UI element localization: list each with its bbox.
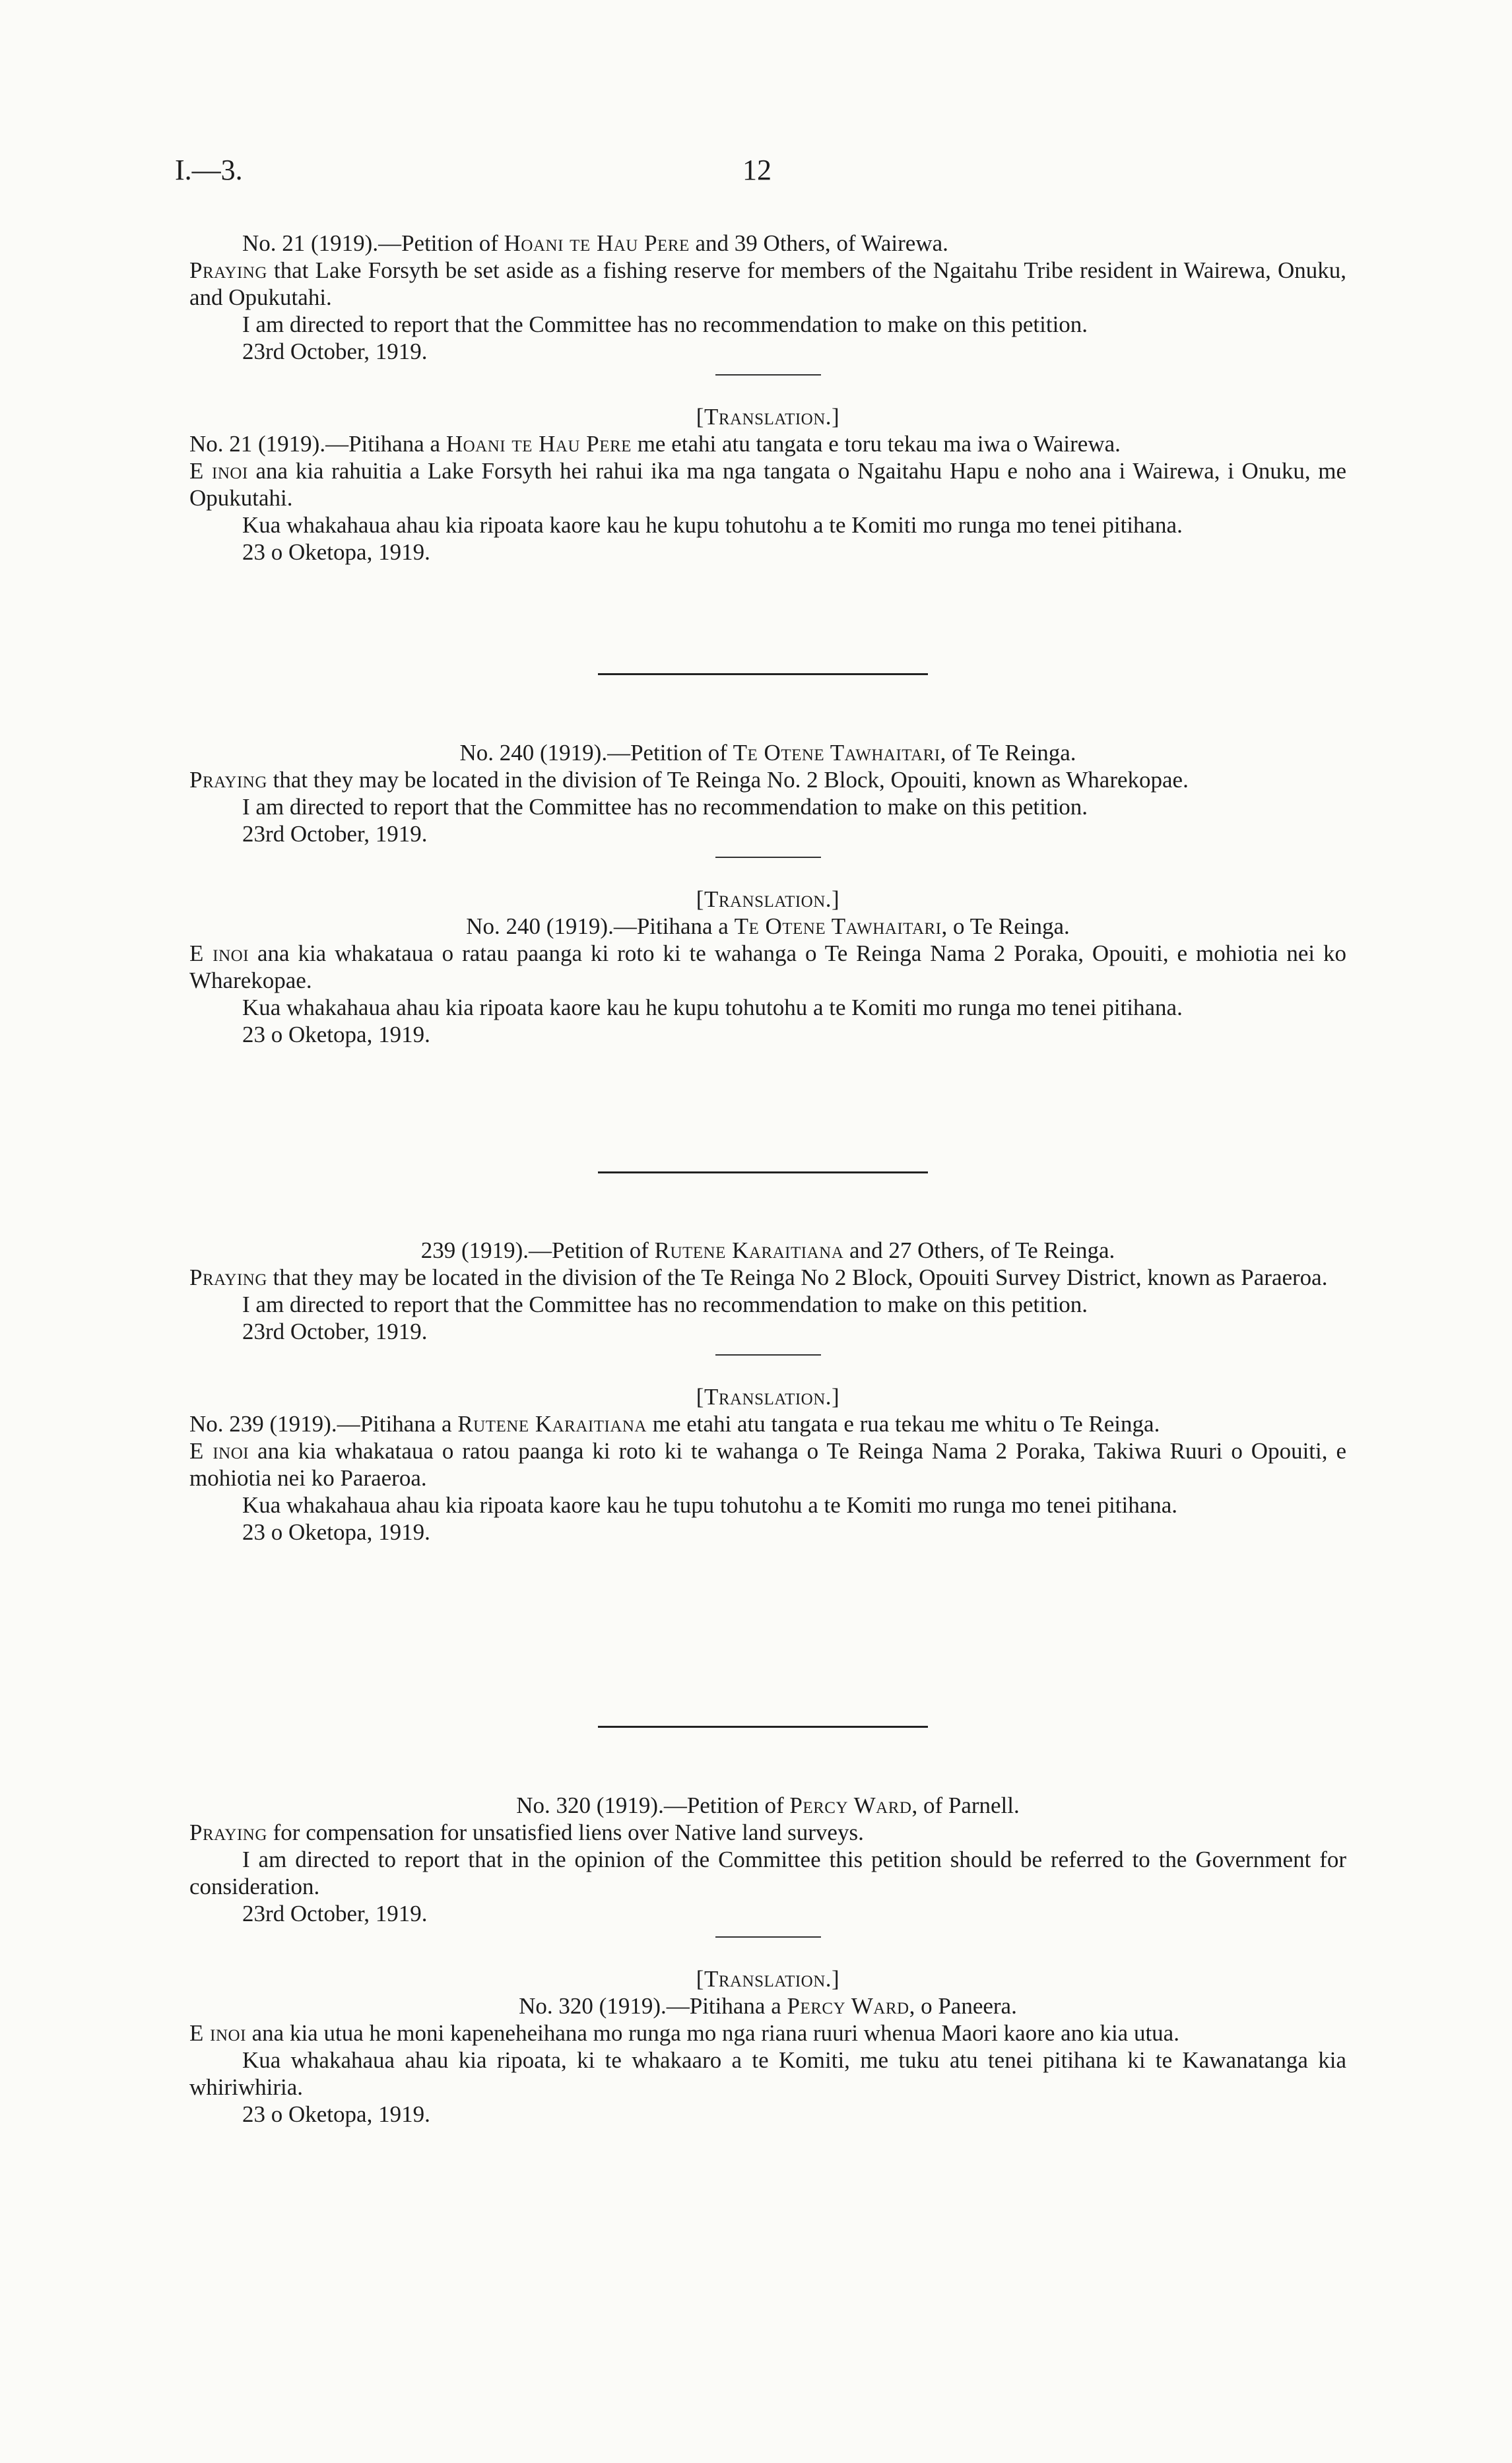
petitioner-name: Hoani te Hau Pere xyxy=(504,230,690,256)
committee-report: I am directed to report that the Committee has no recommendation to make on this petition. xyxy=(242,312,1088,337)
petition-prayer: Praying for compensation for unsatisfied liens over Native land surveys. xyxy=(189,1820,864,1845)
translation-label: [Translation.] xyxy=(696,1384,840,1410)
translation-prayer: E inoi ana kia whakataua o ratou paanga ki roto ki te wahanga o Te Reinga Nama 2 Poraka, Takiwa Ruuri o Opouiti, e mohiotia nei ko Paraeroa. xyxy=(189,1438,1346,1491)
report-date: 23rd October, 1919. xyxy=(242,339,428,364)
translation-report: Kua whakahaua ahau kia ripoata kaore kau he kupu tohutohu a te Komiti mo runga mo tenei pitihana. xyxy=(242,512,1183,538)
translation-report: Kua whakahaua ahau kia ripoata, ki te whakaaro a te Komiti, me tuku atu tenei pitihana ki te Kawanatanga kia whiriwhiria. xyxy=(189,2047,1346,2100)
paper-reference: I.—3. xyxy=(175,154,243,186)
petition-title: No. 240 (1919).—Petition of Te Otene Tawhaitari, of Te Reinga. xyxy=(459,740,1076,766)
section-divider xyxy=(715,374,821,376)
petition-separator-rule xyxy=(598,1726,928,1728)
petitioner-name: Te Otene Tawhaitari xyxy=(733,740,940,766)
translation-title: No. 21 (1919).—Pitihana a Hoani te Hau Pere me etahi atu tangata e toru tekau ma iwa o Wairewa. xyxy=(189,431,1121,457)
petition-title: 239 (1919).—Petition of Rutene Karaitiana and 27 Others, of Te Reinga. xyxy=(420,1237,1115,1263)
petition-21-english xyxy=(189,230,1346,566)
translation-prayer: E inoi ana kia rahuitia a Lake Forsyth hei rahui ika ma nga tangata o Ngaitahu Hapu e noho ana i Wairewa, i Onuku, me Opukutahi. xyxy=(189,458,1346,511)
committee-report: I am directed to report that the Committee has no recommendation to make on this petition. xyxy=(242,794,1088,820)
translation-label: [Translation.] xyxy=(696,886,840,912)
petition-separator-rule xyxy=(598,1171,928,1173)
translation-prayer: E inoi ana kia whakataua o ratau paanga ki roto ki te wahanga o Te Reinga Nama 2 Poraka, Opouiti, e mohiotia nei ko Wharekopae. xyxy=(189,940,1346,993)
section-divider xyxy=(715,857,821,858)
translation-label: [Translation.] xyxy=(696,404,840,430)
petition-239-english xyxy=(189,1237,1346,1546)
translation-title: No. 240 (1919).—Pitihana a Te Otene Tawhaitari, o Te Reinga. xyxy=(466,913,1070,939)
petitioner-name: Percy Ward xyxy=(789,1792,912,1818)
petition-prayer: Praying that they may be located in the division of Te Reinga No. 2 Block, Opouiti, known as Wharekopae. xyxy=(189,767,1189,793)
petition-title: No. 320 (1919).—Petition of Percy Ward, of Parnell. xyxy=(516,1792,1020,1818)
translation-date: 23 o Oketopa, 1919. xyxy=(242,2101,430,2127)
translation-title: No. 239 (1919).—Pitihana a Rutene Karaitiana me etahi atu tangata e rua tekau me whitu o Te Reinga. xyxy=(189,1411,1160,1437)
petitioner-name: Rutene Karaitiana xyxy=(654,1237,844,1263)
translation-title: No. 320 (1919).—Pitihana a Percy Ward, o Paneera. xyxy=(519,1993,1017,2019)
translation-prayer: E inoi ana kia utua he moni kapeneheihana mo runga mo nga riana ruuri whenua Maori kaore ano kia utua. xyxy=(189,2020,1179,2046)
page-number: 12 xyxy=(742,154,772,186)
section-divider xyxy=(715,1936,821,1938)
translation-date: 23 o Oketopa, 1919. xyxy=(242,1022,430,1047)
section-divider xyxy=(715,1354,821,1356)
report-date: 23rd October, 1919. xyxy=(242,1319,428,1344)
translation-date: 23 o Oketopa, 1919. xyxy=(242,539,430,565)
page-header xyxy=(175,153,1350,193)
petition-title: No. 21 (1919).—Petition of Hoani te Hau Pere and 39 Others, of Wairewa. xyxy=(242,230,948,256)
petition-separator-rule xyxy=(598,673,928,675)
committee-report: I am directed to report that in the opinion of the Committee this petition should be referred to the Government for consideration. xyxy=(189,1847,1346,1899)
petition-prayer: Praying that they may be located in the division of the Te Reinga No 2 Block, Opouiti Survey District, known as Paraeroa. xyxy=(189,1264,1328,1290)
report-date: 23rd October, 1919. xyxy=(242,1901,428,1926)
report-date: 23rd October, 1919. xyxy=(242,821,428,847)
petition-320-english xyxy=(189,1792,1346,2128)
petition-prayer: Praying that Lake Forsyth be set aside as a fishing reserve for members of the Ngaitahu Tribe resident in Wairewa, Onuku, and Opukutahi. xyxy=(189,257,1346,310)
committee-report: I am directed to report that the Committee has no recommendation to make on this petition. xyxy=(242,1292,1088,1317)
translation-report: Kua whakahaua ahau kia ripoata kaore kau he tupu tohutohu a te Komiti mo runga mo tenei pitihana. xyxy=(242,1492,1178,1518)
translation-date: 23 o Oketopa, 1919. xyxy=(242,1519,430,1545)
translation-report: Kua whakahaua ahau kia ripoata kaore kau he kupu tohutohu a te Komiti mo runga mo tenei pitihana. xyxy=(242,995,1183,1020)
translation-label: [Translation.] xyxy=(696,1966,840,1992)
petition-240-english xyxy=(189,739,1346,1048)
